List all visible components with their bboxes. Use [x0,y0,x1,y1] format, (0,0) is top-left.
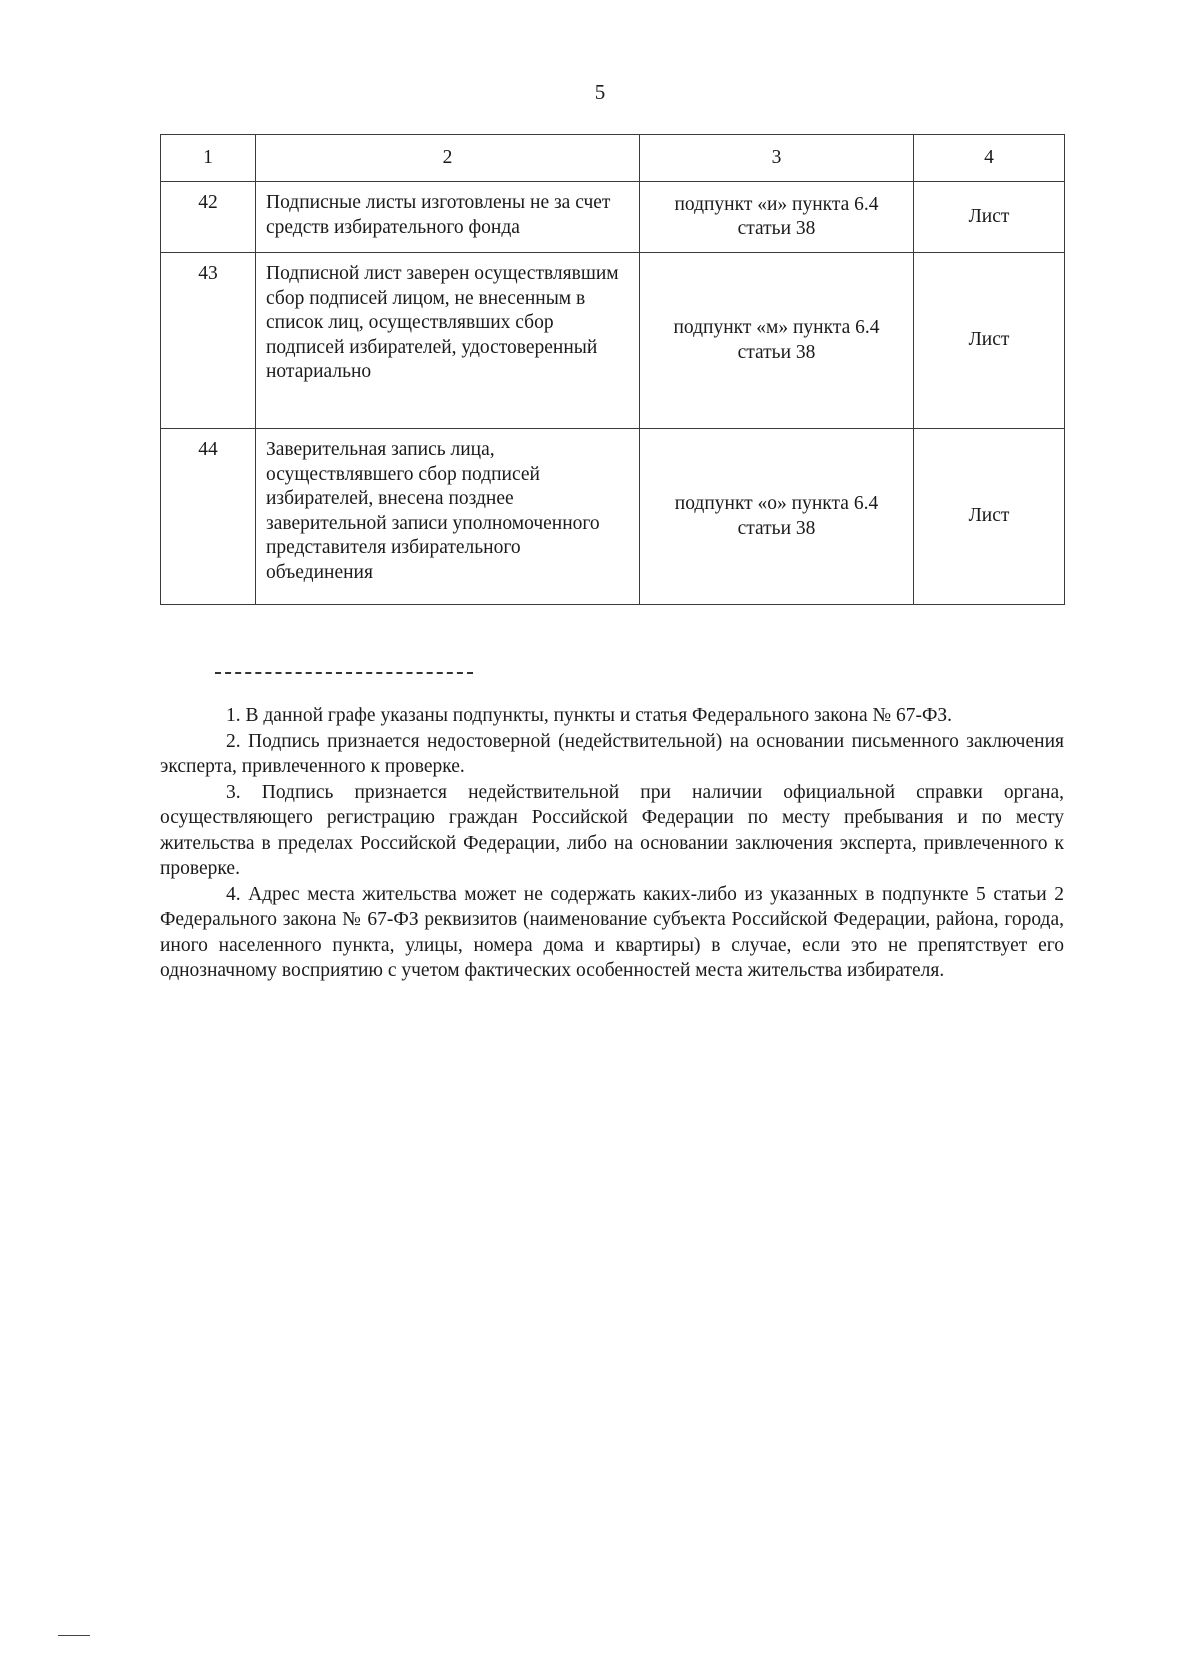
row-legal-reference: подпункт «о» пункта 6.4 статьи 38 [640,429,914,605]
row-description: Подписной лист заверен осуществлявшим сбор подписей лицом, не внесенным в список лиц, осуществлявших сбор подписей избирателей, удостоверенный нотариально [256,253,640,429]
table-row [161,429,1065,605]
row-description: Подписные листы изготовлены не за счет средств избирательного фонда [256,182,640,253]
violations-table [160,134,1065,605]
row-number: 42 [161,182,256,253]
footnote-2: 2. Подпись признается недостоверной (недействительной) на основании письменного заключения эксперта, привлеченного к проверке. [160,730,1064,777]
column-header-4: 4 [914,135,1065,182]
footnote-1: 1. В данной графе указаны подпункты, пункты и статья Федерального закона № 67-ФЗ. [226,705,953,726]
row-document: Лист [914,182,1065,253]
table-header-row [161,135,1065,182]
scan-corner-mark [58,1635,90,1636]
table-row [161,182,1065,253]
row-number: 43 [161,253,256,429]
row-document: Лист [914,253,1065,429]
row-number: 44 [161,429,256,605]
column-header-1: 1 [161,135,256,182]
page-number: 5 [594,80,606,104]
row-legal-reference: подпункт «и» пункта 6.4 статьи 38 [640,182,914,253]
footnote-3: 3. Подпись признается недействительной при наличии официальной справки органа, осуществляющего регистрацию граждан Российской Федерации по месту пребывания и по месту жительства в пределах Российской Федерации, либо на основании заключения эксперта, привлеченного к проверке. [160,781,1064,879]
row-legal-reference: подпункт «м» пункта 6.4 статьи 38 [640,253,914,429]
footnotes [160,703,1064,984]
column-header-3: 3 [640,135,914,182]
row-description: Заверительная запись лица, осуществлявшего сбор подписей избирателей, внесена позднее заверительной записи уполномоченного представителя избирательного объединения [256,429,640,605]
column-header-2: 2 [256,135,640,182]
footnote-4: 4. Адрес места жительства может не содержать каких-либо из указанных в подпункте 5 статьи 2 Федерального закона № 67-ФЗ реквизитов (наименование субъекта Российской Федерации, района, города, иного населенного пункта, улицы, номера дома и квартиры) в случае, если это не препятствует его однозначному восприятию с учетом фактических особенностей места жительства избирателя. [160,883,1064,981]
table-row [161,253,1065,429]
row-document: Лист [914,429,1065,605]
footnote-separator [215,672,473,674]
